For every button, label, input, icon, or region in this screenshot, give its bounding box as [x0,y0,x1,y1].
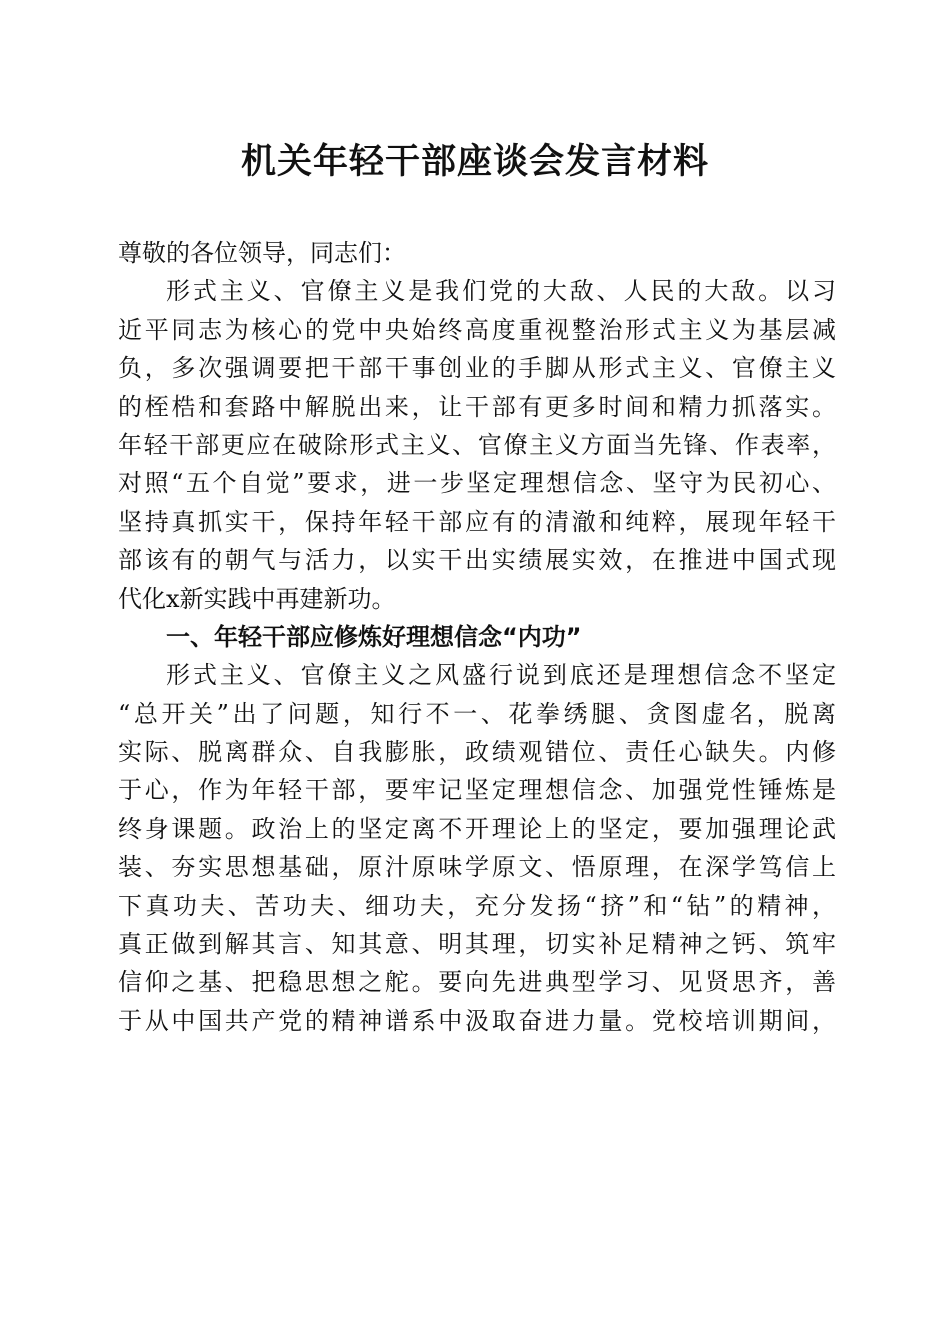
paragraph-line: 于心，作为年轻干部，要牢记坚定理想信念、加强党性锤炼是 [118,776,836,805]
paragraph-line: 负，多次强调要把干部干事创业的手脚从形式主义、官僚主义 [118,354,836,383]
paragraph-line: 近平同志为核心的党中央始终高度重视整治形式主义为基层减 [118,315,836,344]
paragraph-line: 于从中国共产党的精神谱系中汲取奋进力量。党校培训期间， [118,1006,836,1035]
document-title: 机关年轻干部座谈会发言材料 [240,141,709,182]
paragraph-line: 对照“五个自觉”要求，进一步坚定理想信念、坚守为民初心、 [118,469,836,498]
paragraph-line: 的桎梏和套路中解脱出来，让干部有更多时间和精力抓落实。 [118,392,836,421]
paragraph-line: 年轻干部更应在破除形式主义、官僚主义方面当先锋、作表率， [118,430,836,459]
paragraph-line: 真正做到解其言、知其意、明其理，切实补足精神之钙、筑牢 [118,930,836,959]
paragraph-section-1 [118,656,836,1040]
paragraph-line: 形式主义、官僚主义是我们党的大敌、人民的大敌。以习 [166,277,836,306]
paragraph-line: 装、夯实思想基础，原汁原味学原文、悟原理，在深学笃信上 [118,853,836,882]
paragraph-line: 形式主义、官僚主义之风盛行说到底还是理想信念不坚定 [166,661,836,690]
paragraph-line: 下真功夫、苦功夫、细功夫，充分发扬“挤”和“钻”的精神， [118,891,836,920]
paragraph-line: 坚持真抓实干，保持年轻干部应有的清澈和纯粹，展现年轻干 [118,507,836,536]
paragraph-line: “总开关”出了问题，知行不一、花拳绣腿、贪图虚名，脱离 [118,699,836,728]
paragraph-line: 部该有的朝气与活力，以实干出实绩展实效，在推进中国式现 [118,546,836,575]
document-body [118,234,836,1040]
paragraph-line: 实际、脱离群众、自我膨胀，政绩观错位、责任心缺失。内修 [118,738,836,767]
paragraph-line: 终身课题。政治上的坚定离不开理论上的坚定，要加强理论武 [118,814,836,843]
paragraph-intro [118,272,836,618]
paragraph-line: 信仰之基、把稳思想之舵。要向先进典型学习、见贤思齐，善 [118,968,836,997]
section-heading: 一、年轻干部应修炼好理想信念“内功” [166,622,582,651]
paragraph-line: 代化x新实践中再建新功。 [118,584,396,613]
salutation: 尊敬的各位领导，同志们： [118,239,406,267]
